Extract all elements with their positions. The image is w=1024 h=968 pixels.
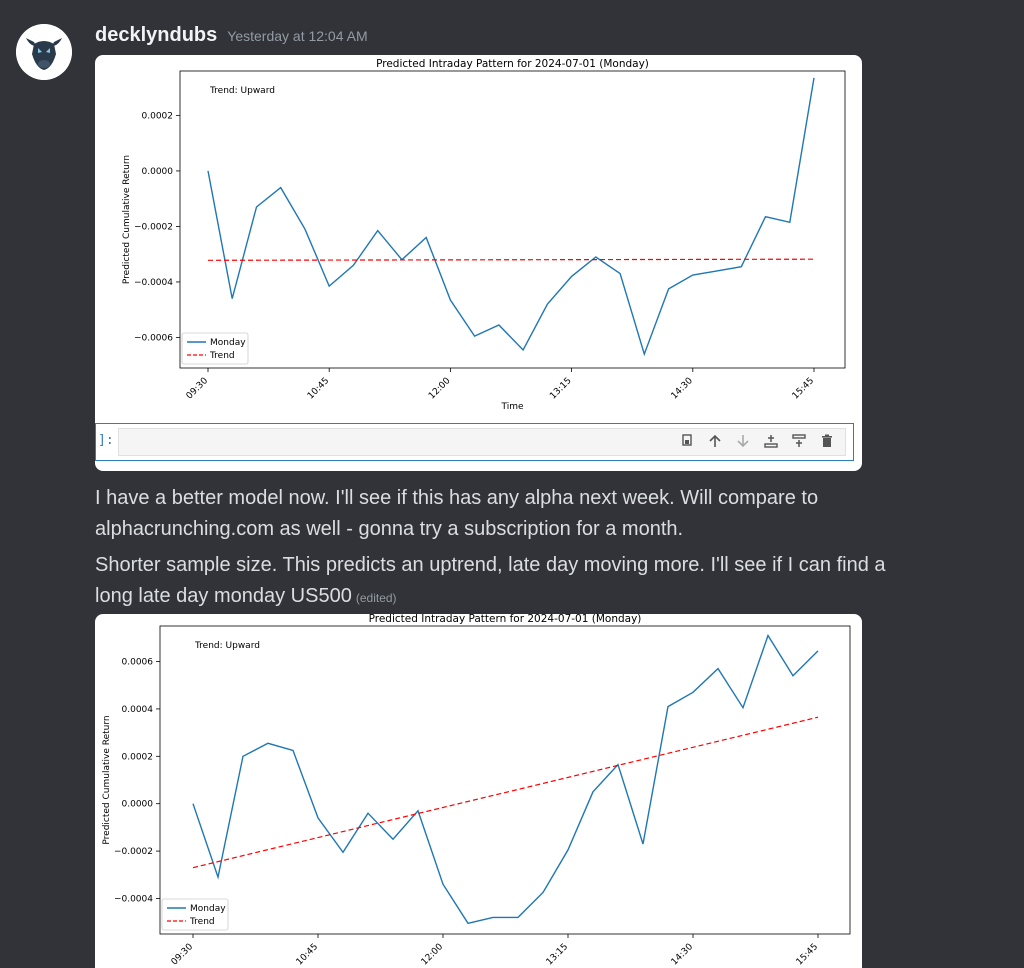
x-tick-label: 12:00 [419,942,446,968]
x-axis-label: Time [501,402,524,412]
series-line-trend [193,717,818,867]
y-tick-label: 0.0006 [121,657,153,668]
copy-icon[interactable] [679,433,695,449]
insert-below-icon[interactable] [791,433,807,449]
legend-label-trend: Trend [210,351,235,361]
username[interactable]: decklyndubs [95,24,218,46]
x-tick-label: 13:15 [544,942,571,968]
cell-prompt: ]: [98,433,114,448]
y-axis-label: Predicted Cumulative Return [102,715,112,845]
plot-frame [160,626,850,934]
series-line-monday [193,636,818,924]
notebook-cell[interactable] [95,423,854,461]
chart-attachment-1[interactable] [95,55,862,471]
series-line-monday [208,78,814,354]
trash-icon[interactable] [819,433,835,449]
chart-title: Predicted Intraday Pattern for 2024-07-01 (Monday) [368,614,642,625]
x-tick-label: 15:45 [790,376,817,402]
message-text-line-4 [95,581,397,614]
avatar[interactable] [16,24,72,80]
bull-logo-icon [16,24,72,80]
y-tick-label: −0.0004 [133,277,173,288]
chart-2 [95,614,862,968]
message-text-line-4-text: long late day monday US500 [95,585,352,607]
y-tick-label: −0.0004 [113,894,153,905]
arrow-down-icon[interactable] [735,433,751,449]
message-text-line-2: alphacrunching.com as well - gonna try a subscription for a month. [95,518,684,540]
message-text-line-3: Shorter sample size. This predicts an uptrend, late day moving more. I'll see if I can find a [95,554,886,576]
legend-label-trend: Trend [190,917,215,927]
y-axis-label: Predicted Cumulative Return [122,154,132,285]
message-text-line-1: I have a better model now. I'll see if this has any alpha next week. Will compare to [95,487,819,509]
x-tick-label: 10:45 [294,942,321,968]
timestamp[interactable]: Yesterday at 12:04 AM [227,28,368,44]
x-tick-label: 15:45 [794,942,821,968]
y-tick-label: −0.0002 [133,222,173,233]
arrow-up-icon[interactable] [707,433,723,449]
y-tick-label: −0.0006 [133,333,173,344]
y-tick-label: −0.0002 [113,847,153,858]
chart-attachment-2[interactable] [95,614,862,968]
chart-title: Predicted Intraday Pattern for 2024-07-01 (Monday) [376,58,649,70]
trend-annotation: Trend: Upward [210,86,275,96]
series-line-trend [208,259,814,260]
y-tick-label: 0.0000 [141,166,173,177]
x-tick-label: 14:30 [669,376,695,402]
x-tick-label: 14:30 [669,942,696,968]
legend-label-monday: Monday [210,338,246,348]
x-tick-label: 10:45 [305,376,332,402]
y-tick-label: 0.0000 [121,799,153,810]
y-tick-label: 0.0004 [121,704,153,715]
x-tick-label: 09:30 [169,942,196,968]
insert-above-icon[interactable] [763,433,779,449]
plot-frame [180,71,845,368]
x-tick-label: 09:30 [184,376,211,402]
trend-annotation: Trend: Upward [195,641,260,651]
y-tick-label: 0.0002 [141,111,173,122]
legend-label-monday: Monday [190,904,226,914]
edited-label: (edited) [355,591,397,605]
chart-1 [95,55,862,471]
x-tick-label: 13:15 [548,376,574,402]
x-tick-label: 12:00 [427,376,453,402]
message-header [95,24,368,47]
y-tick-label: 0.0002 [121,752,153,763]
cell-toolbar [679,433,835,449]
